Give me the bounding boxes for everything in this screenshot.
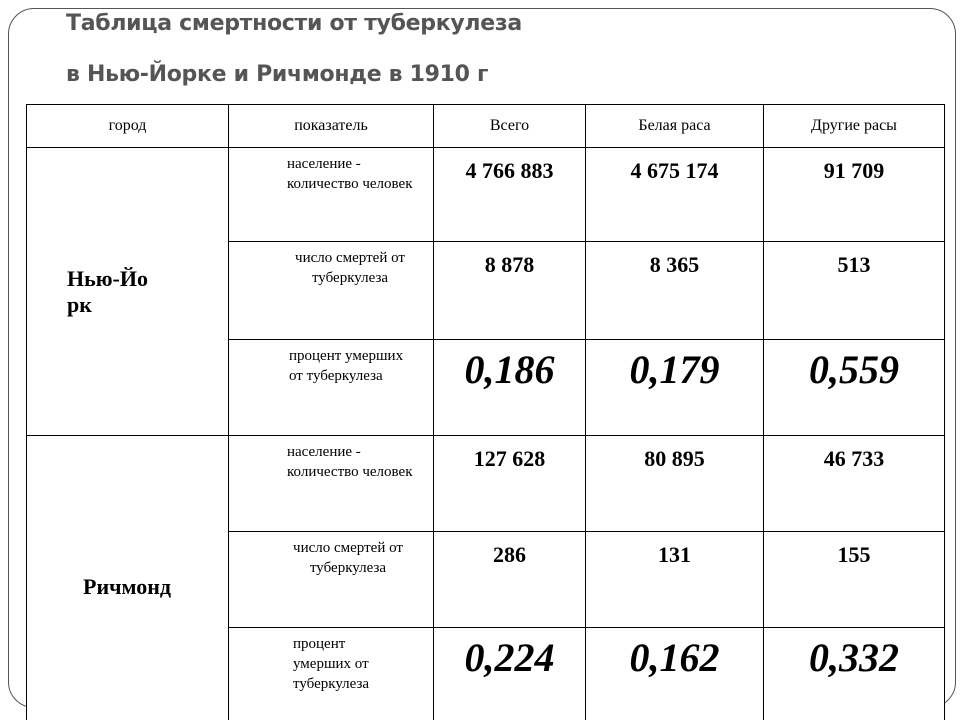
value-cell <box>586 628 764 720</box>
value-cell <box>434 242 586 340</box>
value-white: 0,179 <box>629 347 720 392</box>
value-other: 513 <box>837 252 871 277</box>
indicator-cell <box>229 242 434 340</box>
header-white-race: Белая раса <box>586 105 764 148</box>
value-other: 0,332 <box>809 635 899 680</box>
value-cell <box>764 242 945 340</box>
value-white: 8 365 <box>649 252 700 277</box>
mortality-table <box>26 104 945 720</box>
header-other-races: Другие расы <box>764 105 945 148</box>
header-city: город <box>27 105 229 148</box>
value-other: 46 733 <box>823 446 885 471</box>
value-total: 8 878 <box>484 252 535 277</box>
indicator-cell <box>229 436 434 532</box>
city-name: Нью-Йорк <box>67 265 148 317</box>
value-cell <box>586 532 764 628</box>
table-header-row <box>27 105 945 148</box>
value-white: 80 895 <box>644 446 705 471</box>
value-cell <box>586 242 764 340</box>
value-cell <box>434 436 586 532</box>
title-line-2: в Нью-Йорке и Ричмонде в 1910 г <box>66 62 489 87</box>
value-cell <box>586 148 764 242</box>
value-other: 0,559 <box>809 347 899 392</box>
value-white: 131 <box>658 542 691 567</box>
indicator-cell <box>229 148 434 242</box>
value-cell <box>586 436 764 532</box>
value-cell <box>434 340 586 436</box>
value-white: 0,162 <box>629 635 720 680</box>
value-total: 127 628 <box>473 446 546 471</box>
indicator-cell <box>229 340 434 436</box>
indicator-cell <box>229 532 434 628</box>
value-total: 286 <box>493 542 526 567</box>
value-cell <box>434 148 586 242</box>
value-other: 155 <box>837 542 871 567</box>
value-total: 4 766 883 <box>465 158 554 183</box>
header-indicator: показатель <box>229 105 434 148</box>
value-cell <box>764 532 945 628</box>
indicator-label: процент умерших от туберкулеза <box>293 636 370 692</box>
value-cell <box>764 340 945 436</box>
value-cell <box>586 340 764 436</box>
indicator-label: число смертей от туберкулеза <box>293 540 403 576</box>
value-cell <box>764 628 945 720</box>
value-other: 91 709 <box>823 158 885 183</box>
indicator-label: процент умерших от туберкулеза <box>289 348 404 384</box>
value-cell <box>434 532 586 628</box>
value-cell <box>764 436 945 532</box>
indicator-label: население - количество человек <box>287 444 413 480</box>
title-line-1: Таблица смертности от туберкулеза <box>66 11 522 36</box>
table-row <box>27 436 945 532</box>
indicator-label: число смертей от туберкулеза <box>295 250 405 286</box>
city-name: Ричмонд <box>83 573 172 599</box>
value-white: 4 675 174 <box>630 158 719 183</box>
indicator-cell <box>229 628 434 720</box>
value-cell <box>434 628 586 720</box>
value-cell <box>764 148 945 242</box>
header-total: Всего <box>434 105 586 148</box>
indicator-label: население - количество человек <box>287 156 413 192</box>
value-total: 0,224 <box>464 635 555 680</box>
city-cell-richmond <box>27 436 229 720</box>
city-cell-new-york <box>27 148 229 436</box>
value-total: 0,186 <box>464 347 555 392</box>
table-row <box>27 148 945 242</box>
